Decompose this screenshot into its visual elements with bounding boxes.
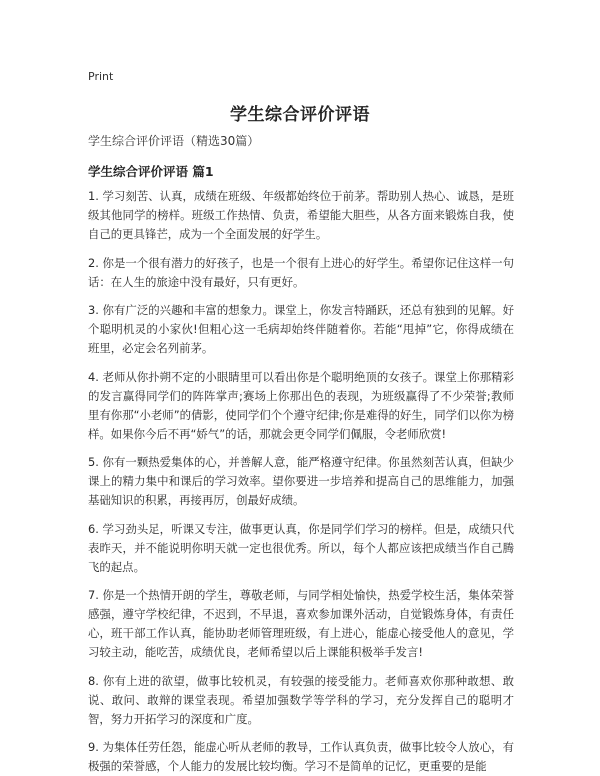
paragraph-3: 3. 你有广泛的兴趣和丰富的想象力。课堂上，你发言特踊跃，还总有独到的见解。好个聪明机灵的小家伙!但粗心这一毛病却始终伴随着你。若能“甩掉”它，你得成绩在班里，必定会名列前茅。 [88,303,514,355]
paragraph-7: 7. 你是一个热情开朗的学生，尊敬老师，与同学相处愉快，热爱学校生活，集体荣誉感强，遵守学校纪律，不迟到，不早退，喜欢参加课外活动，自觉锻炼身体，有责任心，班干部工作认真，能协助老师管理班级，有上进心，能虚心接受他人的意见，学习较主动，能吃苦，成绩优良，老师希望以后上课能积极举手发言! [88,588,514,659]
paragraph-4: 4. 老师从你扑朔不定的小眼睛里可以看出你是个聪明绝顶的女孩子。课堂上你那精彩的发言赢得同学们的阵阵掌声;赛场上你那出色的表现，为班级赢得了不少荣誉;教师里有你那“小老师”的倩影，使同学们个个遵守纪律;你是难得的好生，同学们以你为榜样。如果你今后不再“娇气”的话，那就会更令同学们佩服，令老师欣赏! [88,369,514,441]
paragraph-9: 9. 为集体任劳任怨，能虚心听从老师的教导，工作认真负责，做事比较令人放心，有极强的荣誉感，个人能力的发展比较均衡。学习不是简单的记忆，更重要的是能 [88,740,514,773]
document-body [88,187,514,776]
paragraph-5: 5. 你有一颗热爱集体的心，并善解人意，能严格遵守纪律。你虽然刻苦认真，但缺少课上的精力集中和课后的学习效率。望你要进一步培养和提高自己的思维能力，加强基础知识的积累，再接再厉，创最好成绩。 [88,455,514,507]
document-subtitle: 学生综合评价评语（精选30篇） [88,134,260,148]
section-heading: 学生综合评价评语 篇1 [88,164,214,179]
paragraph-2: 2. 你是一个很有潜力的好孩子，也是一个很有上进心的好学生。希望你记住这样一句话：在人生的旅途中没有最好，只有更好。 [88,255,514,289]
paragraph-1: 1. 学习刻苦、认真，成绩在班级、年级都始终位于前茅。帮助别人热心、诚恳，是班级其他同学的榜样。班级工作热情、负责，希望能大胆些，从各方面来锻炼自我，使自己的更具锋芒，成为一个全面发展的好学生。 [88,189,514,241]
document-title: 学生综合评价评语 [230,105,370,125]
print-link[interactable]: Print [88,70,114,83]
paragraph-8: 8. 你有上进的欲望，做事比较机灵，有较强的接受能力。老师喜欢你那种敢想、敢说、敢问、敢辩的课堂表现。希望加强数学等学科的学习，充分发挥自己的聪明才智，努力开拓学习的深度和广度。 [88,673,514,726]
paragraph-6: 6. 学习劲头足，听课又专注，做事更认真，你是同学们学习的榜样。但是，成绩只代表昨天，并不能说明你明天就一定也很优秀。所以，每个人都应该把成绩当作自己腾飞的起点。 [88,521,514,574]
